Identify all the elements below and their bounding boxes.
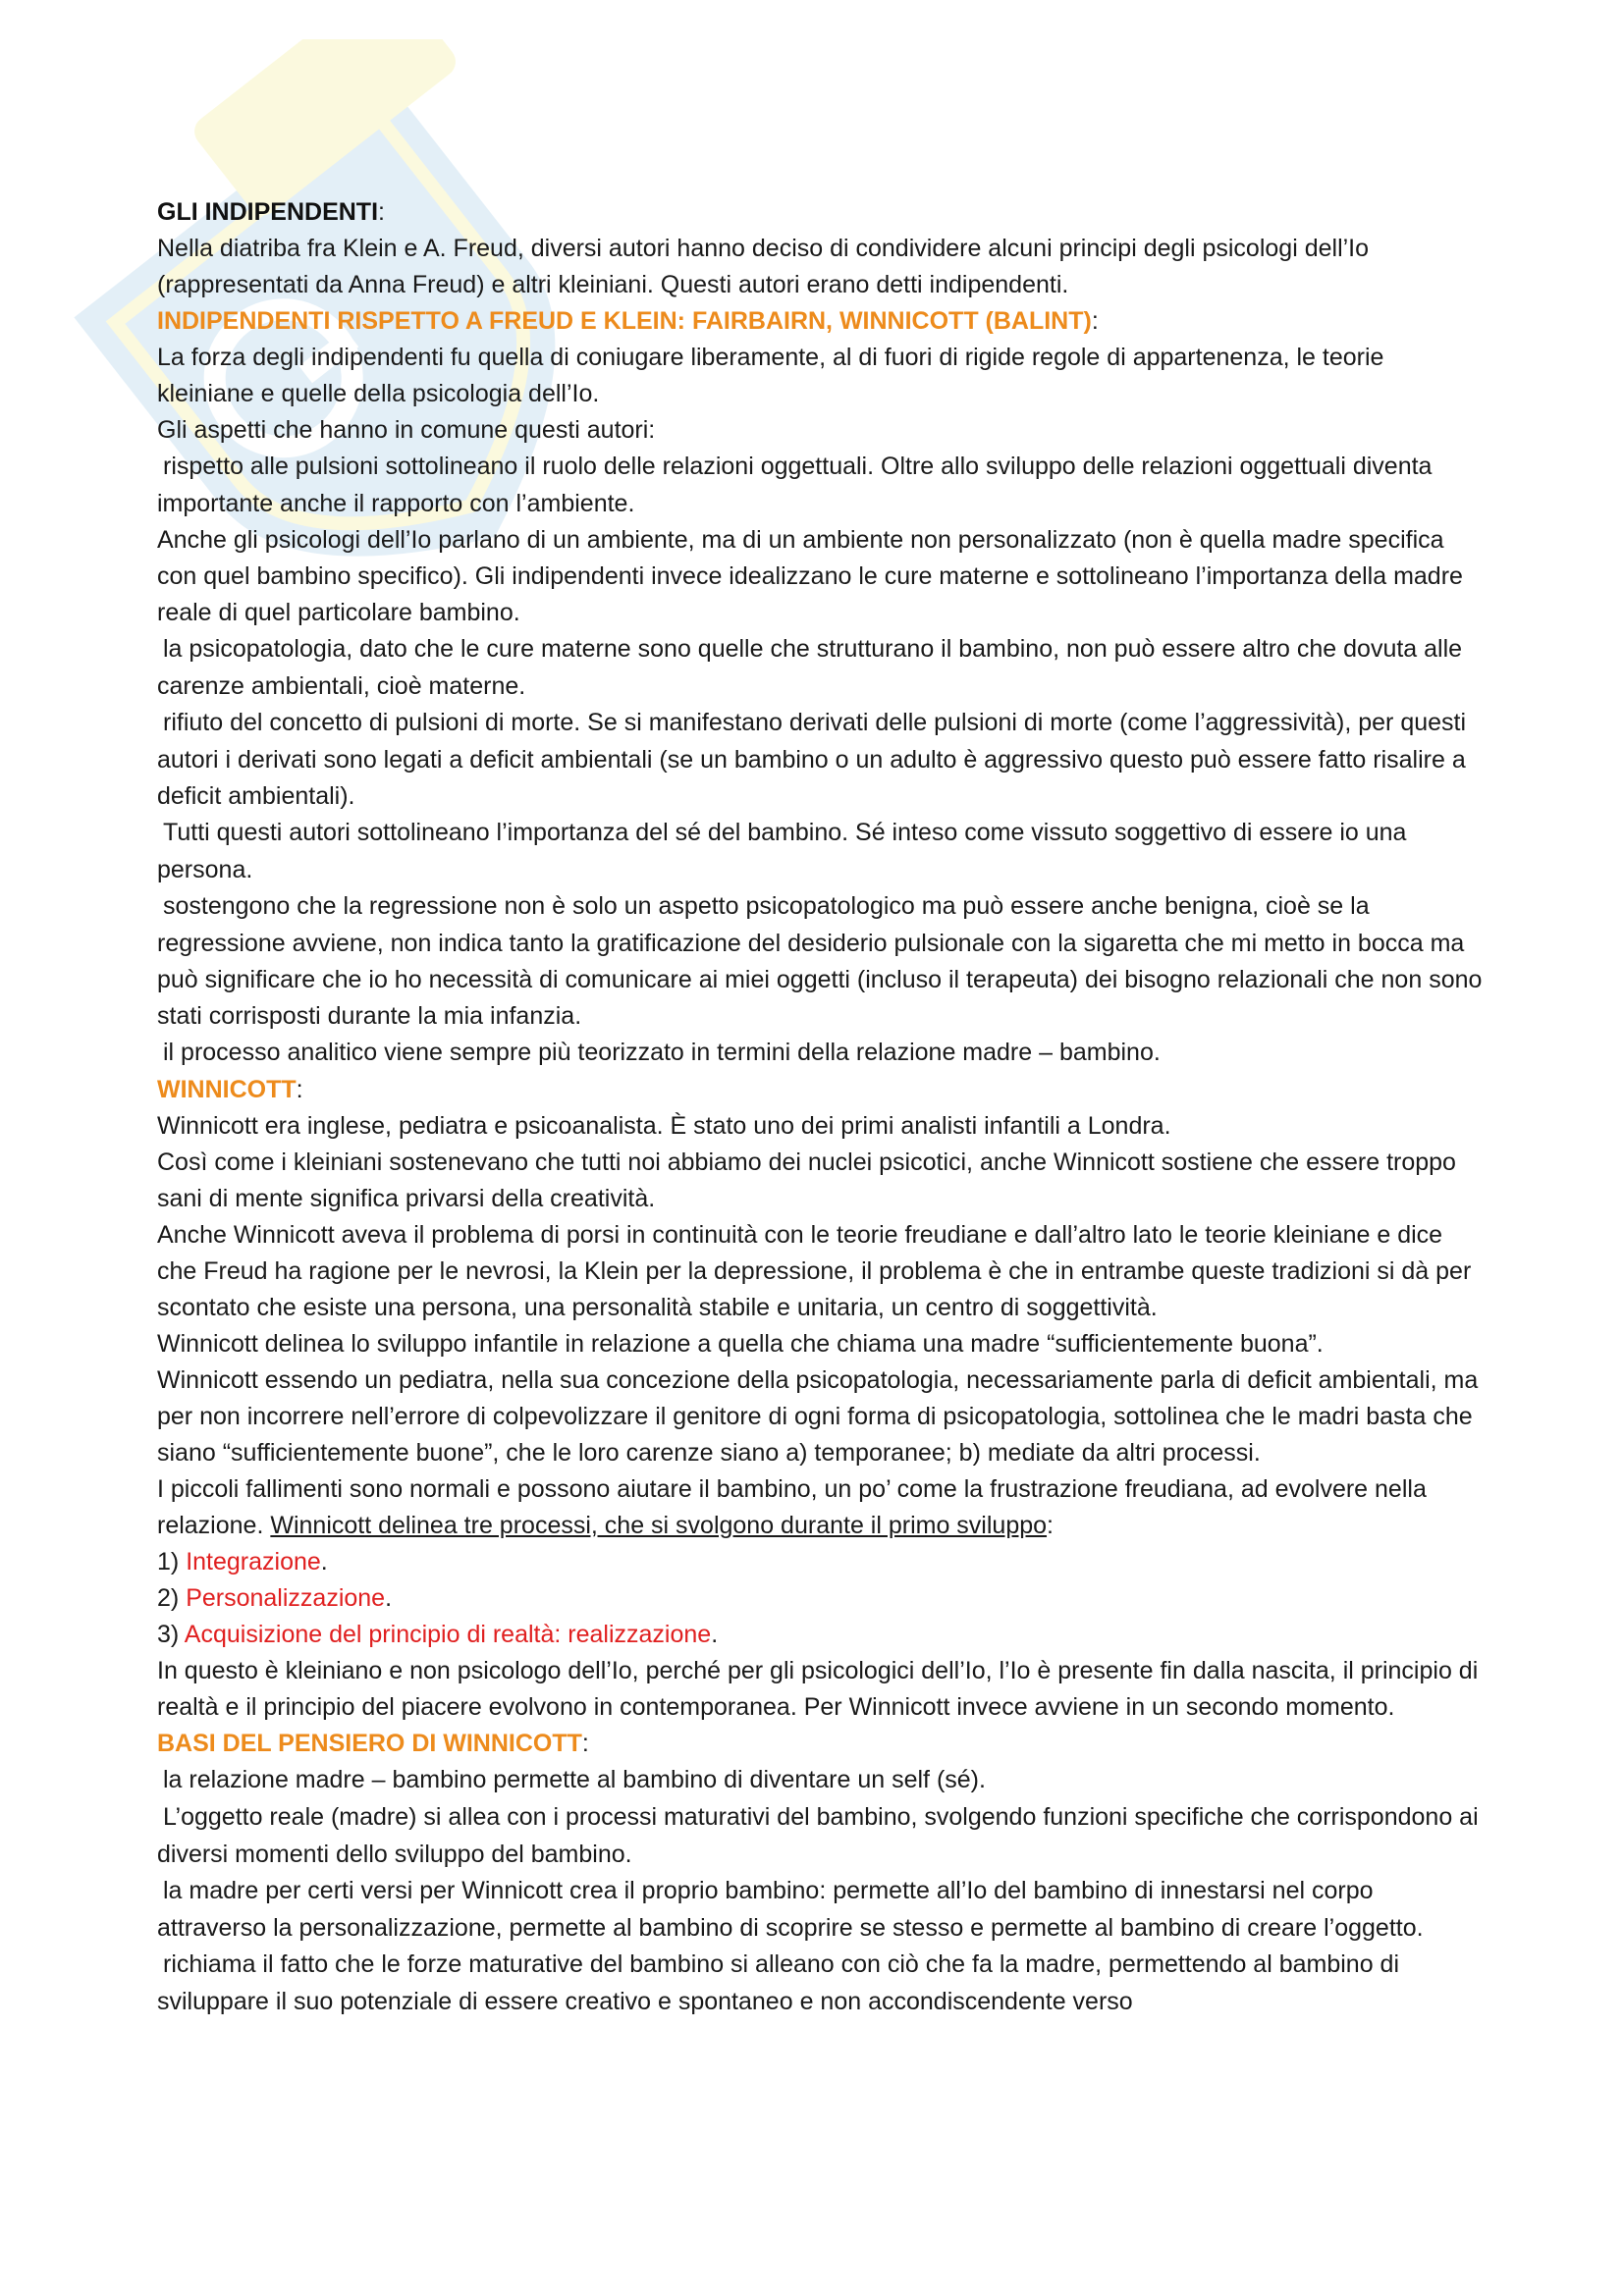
section-title-basi-pensiero: BASI DEL PENSIERO DI WINNICOTT: <box>157 1730 589 1757</box>
paragraph: Anche gli psicologi dell’Io parlano di un ambiente, ma di un ambiente non personalizzato (non è quella madre specifica con quel bambino specifico). Gli indipendenti invece idealizzano le cure materne e sottolineano l’importanza della madre reale di quel particolare bambino. <box>157 526 1463 626</box>
bullet-item: rifiuto del concetto di pulsioni di morte. Se si manifestano derivati delle pulsioni di morte (come l’aggressività), per questi autori i derivati sono legati a deficit ambientali (se un bambino o un adulto è aggressivo questo può essere fatto risalire a deficit ambientali). <box>157 709 1467 810</box>
bullet-item: il processo analitico viene sempre più teorizzato in termini della relazione madre – bambino. <box>163 1039 1161 1066</box>
bullet-item: rispetto alle pulsioni sottolineano il ruolo delle relazioni oggettuali. Oltre allo sviluppo delle relazioni oggettuali diventa importante anche il rapporto con l’ambiente. <box>157 453 1433 517</box>
paragraph: Winnicott era inglese, pediatra e psicoanalista. È stato uno dei primi analisti infantili a Londra. <box>157 1112 1171 1140</box>
bullet-item: la psicopatologia, dato che le cure materne sono quelle che strutturano il bambino, non può essere altro che dovuta alle carenze ambientali, cioè materne. <box>157 635 1463 700</box>
paragraph: Gli aspetti che hanno in comune questi autori: <box>157 416 656 444</box>
paragraph: Nella diatriba fra Klein e A. Freud, diversi autori hanno deciso di condividere alcuni principi degli psicologi dell’Io (rappresentati da Anna Freud) e altri kleiniani. Questi autori erano detti indipendenti. <box>157 235 1370 298</box>
paragraph: In questo è kleiniano e non psicologo dell’Io, perché per gli psicologici dell’Io, l’Io è presente fin dalla nascita, il principio di realtà e il principio del piacere evolvono in contemporanea. Per Winnicott invece avviene in un secondo momento. <box>157 1657 1479 1721</box>
bullet-item: la relazione madre – bambino permette al bambino di diventare un self (sé). <box>163 1766 986 1793</box>
section-title-indipendenti-freud-klein: INDIPENDENTI RISPETTO A FREUD E KLEIN: FAIRBAIRN, WINNICOTT (BALINT): <box>157 307 1099 335</box>
numbered-item: 3) Acquisizione del principio di realtà: realizzazione. <box>157 1621 719 1648</box>
bullet-item: L’oggetto reale (madre) si allea con i processi maturativi del bambino, svolgendo funzioni specifiche che corrispondono ai diversi momenti dello sviluppo del bambino. <box>157 1803 1479 1868</box>
section-title-winnicott: WINNICOTT: <box>157 1076 303 1103</box>
paragraph: I piccoli fallimenti sono normali e possono aiutare il bambino, un po’ come la frustrazione freudiana, ad evolvere nella relazione. Winnicott delinea tre processi, che si svolgono durante il primo sviluppo: <box>157 1475 1427 1539</box>
paragraph: Anche Winnicott aveva il problema di porsi in continuità con le teorie freudiane e dall’altro lato le teorie kleiniane e dice che Freud ha ragione per le nevrosi, la Klein per la depressione, il problema è che in entrambe queste tradizioni si dà per scontato che esiste una persona, una personalità stabile e unitaria, un centro di soggettività. <box>157 1221 1472 1321</box>
numbered-item: 1) Integrazione. <box>157 1548 328 1575</box>
numbered-item: 2) Personalizzazione. <box>157 1584 393 1612</box>
paragraph: Così come i kleiniani sostenevano che tutti noi abbiamo dei nuclei psicotici, anche Winnicott sostiene che essere troppo sani di mente significa privarsi della creatività. <box>157 1148 1456 1212</box>
paragraph: Winnicott essendo un pediatra, nella sua concezione della psicopatologia, necessariamente parla di deficit ambientali, ma per non incorrere nell’errore di colpevolizzare il genitore di ogni forma di psicopatologia, sottolinea che le madri basta che siano “sufficientemente buone”, che le loro carenze siano a) temporanee; b) mediate da altri processi. <box>157 1366 1479 1467</box>
bullet-item: Tutti questi autori sottolineano l’importanza del sé del bambino. Sé inteso come vissuto soggettivo di essere io una persona. <box>157 819 1407 883</box>
bullet-item: sostengono che la regressione non è solo un aspetto psicopatologico ma può essere anche benigna, cioè se la regressione avviene, non indica tanto la gratificazione del desiderio pulsionale con la sigaretta che mi metto in bocca ma può significare che io ho necessità di comunicare ai miei oggetti (incluso il terapeuta) dei bisogno relazionali che non sono stati corrisposti durante la mia infanzia. <box>157 892 1483 1030</box>
paragraph: Winnicott delinea lo sviluppo infantile in relazione a quella che chiama una madre “sufficientemente buona”. <box>157 1330 1324 1358</box>
section-title-indipendenti: GLI INDIPENDENTI: <box>157 198 385 226</box>
paragraph: La forza degli indipendenti fu quella di coniugare liberamente, al di fuori di rigide regole di appartenenza, le teorie kleiniane e quelle della psicologia dell’Io. <box>157 344 1384 407</box>
document-body <box>157 194 1483 2020</box>
bullet-item: la madre per certi versi per Winnicott crea il proprio bambino: permette all’Io del bambino di innestarsi nel corpo attraverso la personalizzazione, permette al bambino di scoprire se stesso e permette al bambino di creare l’oggetto. <box>157 1877 1424 1942</box>
bullet-item: richiama il fatto che le forze maturative del bambino si alleano con ciò che fa la madre, permettendo al bambino di sviluppare il suo potenziale di essere creativo e spontaneo e non accondiscendente verso <box>157 1950 1400 2015</box>
